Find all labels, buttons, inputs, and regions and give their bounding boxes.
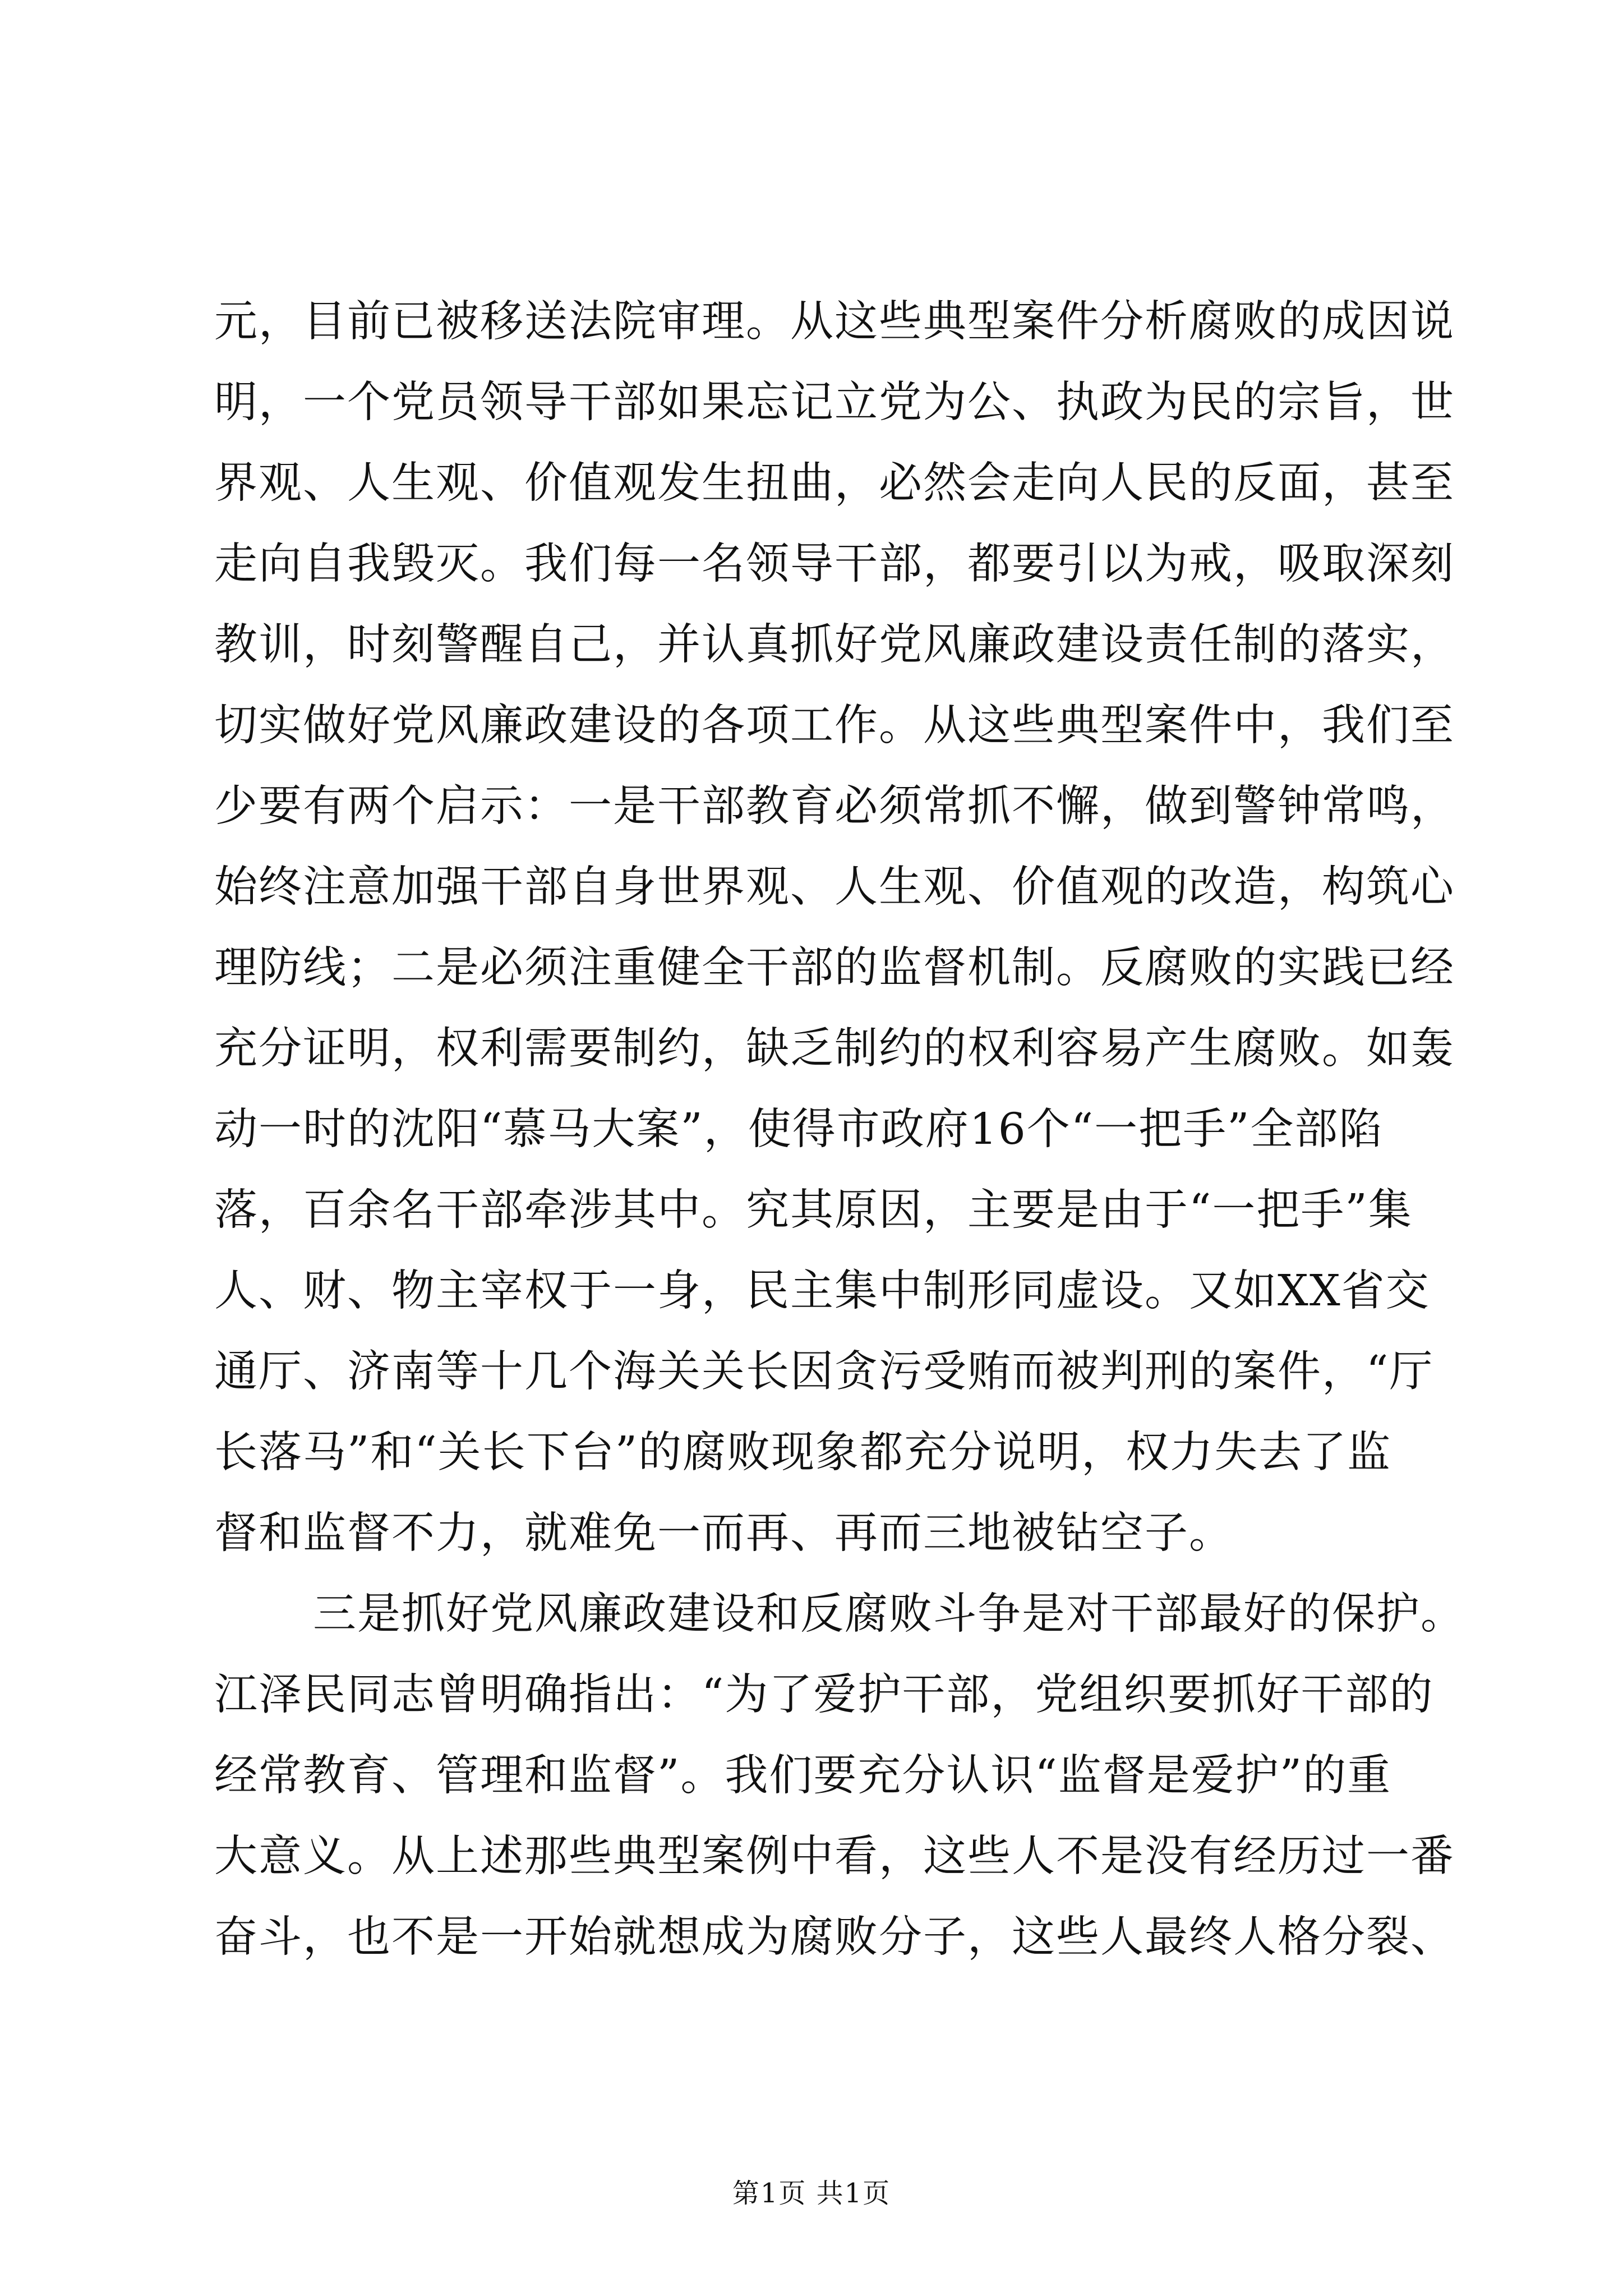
document-body xyxy=(214,282,1465,1978)
text-line: 督和监督不力，就难免一而再、再而三地被钻空子。 xyxy=(214,1508,1233,1558)
text-line: 大意义。从上述那些典型案例中看，这些人不是没有经历过一番 xyxy=(214,1832,1455,1881)
text-line: 明，一个党员领导干部如果忘记立党为公、执政为民的宗旨，世 xyxy=(214,378,1455,427)
text-line: 界观、人生观、价值观发生扭曲，必然会走向人民的反面，甚至 xyxy=(214,458,1455,508)
text-line: 充分证明，权利需要制约，缺乏制约的权利容易产生腐败。如轰 xyxy=(214,1024,1455,1074)
text-line: 走向自我毁灭。我们每一名领导干部，都要引以为戒，吸取深刻 xyxy=(214,539,1455,589)
text-line: 通厅、济南等十几个海关关长因贪污受贿而被判刑的案件，“厅 xyxy=(214,1347,1434,1397)
text-line: 切实做好党风廉政建设的各项工作。从这些典型案件中，我们至 xyxy=(214,701,1455,751)
paragraph-first-line: 三是抓好党风廉政建设和反腐败斗争是对干部最好的保护。 xyxy=(313,1589,1465,1639)
text-line: 江泽民同志曾明确指出：“为了爱护干部，党组织要抓好干部的 xyxy=(214,1670,1434,1720)
text-line: 经常教育、管理和监督”。我们要充分认识“监督是爱护”的重 xyxy=(214,1751,1392,1801)
text-line: 奋斗，也不是一开始就想成为腐败分子，这些人最终人格分裂、 xyxy=(214,1912,1455,1962)
text-line: 少要有两个启示：一是干部教育必须常抓不懈，做到警钟常鸣， xyxy=(214,781,1455,831)
text-line: 动一时的沈阳“慕马大案”，使得市政府16个“一把手”全部陷 xyxy=(214,1105,1384,1154)
text-line: 落，百余名干部牵涉其中。究其原因，主要是由于“一把手”集 xyxy=(214,1185,1413,1235)
text-line: 理防线；二是必须注重健全干部的监督机制。反腐败的实践已经 xyxy=(214,943,1455,993)
text-line: 人、财、物主宰权于一身，民主集中制形同虚设。又如XX省交 xyxy=(214,1266,1430,1316)
page-number-footer: 第1页 共1页 xyxy=(732,2178,891,2209)
text-line: 长落马”和“关长下台”的腐败现象都充分说明，权力失去了监 xyxy=(214,1428,1392,1478)
text-line: 教训，时刻警醒自己，并认真抓好党风廉政建设责任制的落实， xyxy=(214,620,1455,670)
text-line: 始终注意加强干部自身世界观、人生观、价值观的改造，构筑心 xyxy=(214,862,1455,912)
text-line: 元，目前已被移送法院审理。从这些典型案件分析腐败的成因说 xyxy=(214,297,1455,347)
